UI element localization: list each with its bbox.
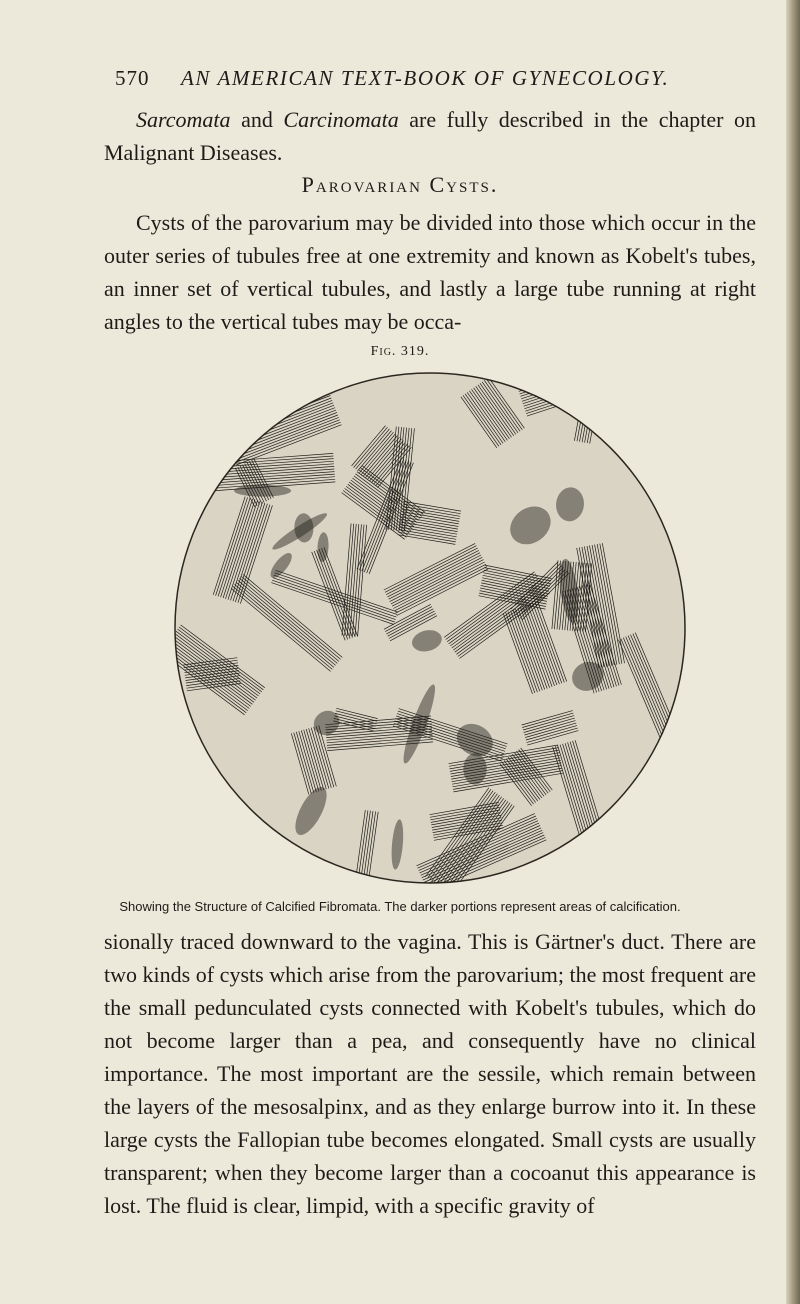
figure-engraving [160, 358, 700, 898]
hatch-stroke [644, 817, 667, 899]
hatch-stroke [520, 371, 597, 396]
hatch-stroke [601, 384, 672, 394]
figure-caption: Showing the Structure of Calcified Fibromata. The darker portions represent areas of calcification. [119, 899, 681, 914]
hatch-stroke [184, 871, 278, 889]
hatch-stroke [166, 857, 233, 865]
hatch-stroke [167, 852, 234, 860]
hatch-stroke [523, 379, 600, 404]
page-number: 570 [115, 66, 150, 90]
intro-paragraph [104, 103, 756, 169]
hatch-stroke [167, 846, 234, 854]
hatch-stroke [185, 866, 279, 884]
hatch-stroke [191, 836, 285, 854]
body-paragraph-1: Cysts of the parovarium may be divided into those which occur in the outer series of tubules free at one extremity and known as Kobelt's tubes, an inner set of vertical tubules, and lastly a large tube running at right angles to the vertical tubes may be occa- [104, 210, 756, 334]
hatch-stroke [626, 812, 649, 898]
hatch-stroke [642, 401, 651, 468]
hatch-stroke [169, 831, 236, 839]
hatch-stroke [634, 814, 657, 898]
hatch-stroke [170, 826, 237, 834]
hatch-stroke [168, 844, 235, 852]
hatch-stroke [190, 838, 284, 857]
hatch-stroke [184, 869, 278, 887]
hatch-stroke [646, 817, 669, 898]
section-heading: Parovarian Cysts. [301, 172, 499, 197]
hatch-stroke [169, 836, 236, 844]
hatch-stroke [521, 374, 598, 399]
hatch-stroke [166, 862, 233, 870]
hatch-stroke [168, 841, 235, 849]
figure-disc [175, 373, 685, 883]
hatch-stroke [519, 366, 596, 391]
hatch-stroke [637, 402, 646, 469]
book-title: AN AMERICAN TEXT-BOOK OF GYNECOLOGY. [181, 66, 670, 90]
hatch-stroke [168, 839, 235, 847]
hatch-stroke [181, 827, 276, 892]
hatch-stroke [186, 861, 280, 879]
hatch-stroke [166, 859, 233, 867]
hatch-stroke [520, 369, 597, 394]
hatch-stroke [602, 389, 673, 399]
hatch-stroke [166, 854, 233, 862]
hatch-stroke [185, 820, 280, 885]
intro-rest: are fully described in the chapter on Malignant Diseases. [104, 107, 757, 165]
hatch-stroke [647, 400, 656, 467]
hatch-stroke [636, 815, 659, 898]
hatch-stroke [184, 822, 279, 887]
hatch-stroke [602, 392, 673, 402]
hatch-stroke [187, 854, 281, 872]
hatch-stroke [179, 829, 274, 894]
hatch-stroke [635, 402, 644, 469]
hatch-stroke [522, 376, 599, 401]
hatch-stroke [187, 856, 281, 874]
hatch-stroke [189, 843, 283, 862]
hatch-stroke [655, 399, 664, 466]
hatch-stroke [641, 816, 664, 898]
hatch-stroke [188, 848, 282, 866]
hatch-stroke [649, 818, 672, 898]
hatch-stroke [189, 846, 283, 864]
hatch-stroke [182, 825, 277, 890]
term-carcinomata: Carcinomata [283, 107, 399, 132]
hatch-stroke [524, 381, 601, 406]
hatch-stroke [169, 833, 236, 841]
hatch-stroke [603, 394, 674, 404]
hatch-stroke [650, 400, 659, 467]
hatch-stroke [178, 831, 273, 896]
hatch-stroke [601, 381, 672, 391]
hatch-stroke [186, 859, 280, 877]
figure-label: Fig. 319. [370, 344, 430, 359]
body-paragraph-2: sionally traced downward to the vagina. This is Gärtner's duct. There are two kinds of cysts which arise from the parovarium; the most frequent are the small pedunculated cysts connected with Kobelt's tubules, which do not become larger than a pea, and consequently have no clinical importance. The most important are the sessile, which remain between the layers of the mesosalpinx, and as they enlarge burrow into it. In these large cysts the Fallopian tube becomes elongated. Small cysts are usually transparent; when they become larger than a cocoanut this appearance is lost. The fluid is clear, limpid, with a specific gravity of [104, 929, 756, 1218]
hatch-stroke [629, 813, 652, 898]
hatch-stroke [639, 815, 662, 898]
hatch-stroke [190, 841, 284, 859]
hatch-stroke [640, 401, 649, 468]
hatch-stroke [653, 400, 662, 467]
hatch-stroke [602, 386, 673, 396]
intro-connector: and [230, 107, 284, 132]
hatch-stroke [631, 814, 654, 899]
hatch-stroke [185, 864, 279, 882]
running-head [115, 66, 715, 92]
calcified-area [234, 485, 291, 497]
hatch-stroke [167, 849, 234, 857]
hatch-stroke [645, 401, 654, 468]
hatch-stroke [188, 851, 282, 869]
hatch-stroke [170, 828, 237, 836]
term-sarcomata: Sarcomata [136, 107, 231, 132]
